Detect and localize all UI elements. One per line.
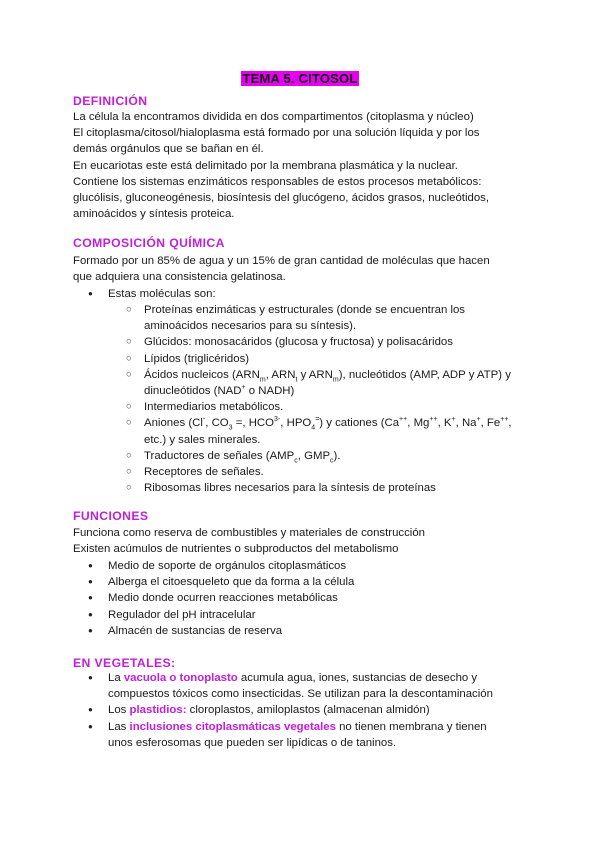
heading-definicion: DEFINICIÓN [73,94,148,108]
list-item-proteinas: ○ Proteínas enzimáticas y estructurales (donde se encuentran los aminoácidos necesarios para su síntesis). [144,302,539,334]
heading-composicion: COMPOSICIÓN QUÍMICA [73,236,225,250]
definicion-text [73,109,533,222]
list-item-inclusiones: ● Las inclusiones citoplasmáticas vegetales no tienen membrana y tienen unos esferosomas que pueden ser lipídicas o de taninos. [108,719,538,751]
text-line: Contiene los sistemas enzimáticos responsables de estos procesos metabólicos: [73,175,482,188]
text-line: demás orgánulos que se bañan en él. [73,143,264,156]
text-line: glucólisis, gluconeogénesis, biosíntesis del glucógeno, ácidos grasos, nucleótidos, [73,192,490,205]
funciones-text [73,525,533,557]
list-item: ● Medio donde ocurren reacciones metabólicas [108,590,538,606]
text-line: En eucariotas este está delimitado por la membrana plasmática y la nuclear. [73,159,458,172]
molecules-list [144,302,539,496]
text-line: La célula la encontramos dividida en dos compartimentos (citoplasma y núcleo) [73,111,474,123]
highlight-term: inclusiones citoplasmáticas vegetales [129,720,336,733]
text-line: Formado por un 85% de agua y un 15% de gran cantidad de moléculas que hacen [73,255,490,267]
highlight-term: plastidios: [129,704,187,717]
text-line: Funciona como reserva de combustibles y materiales de construcción [73,527,426,539]
composicion-text [73,253,533,285]
list-item: ● Medio de soporte de orgánulos citoplasmáticos [108,558,538,574]
funciones-bullets [108,558,538,639]
list-item-aniones-cationes: ○ Aniones (Cl-, $CO_3$ =, $HCO^{3-}$, $HPO_4^=$) y cationes (Ca++, Mg++, K+, Na+, Fe++, etc.) y sales minerales. [144,415,539,447]
list-item-acidos-nucleicos: ○ Ácidos nucleicos ($ARN_m$, $ARN_t$ y $ARN_m$), nucleótidos (AMP, ADP y ATP) y dinucleótidos (NAD+ o NADH) [144,367,539,399]
text-line: El citoplasma/citosol/hialoplasma está formado por una solución líquida y por los [73,127,480,140]
composicion-bullets [108,286,538,302]
vegetales-bullets [108,670,538,751]
text-line: Existen acúmulos de nutrientes o subproductos del metabolismo [73,543,399,556]
list-item-receptores: ○ Receptores de señales. [144,464,539,480]
list-item: ● Almacén de sustancias de reserva [108,623,538,639]
list-item-vacuola: ● La vacuola o tonoplasto acumula agua, iones, sustancias de desecho y compuestos tóxicos como insecticidas. Se utilizan para la descontaminación [108,670,538,702]
list-item: ● Estas moléculas son: [108,286,538,302]
list-item-intermediarios: ○ Intermediarios metabólicos. [144,399,539,415]
list-item: ● Alberga el citoesqueleto que da forma a la célula [108,574,538,590]
list-item-glucidos: ○ Glúcidos: monosacáridos (glucosa y fructosa) y polisacáridos [144,334,539,350]
heading-vegetales: EN VEGETALES: [73,656,176,670]
list-item-traductores: ○ Traductores de señales ($AMP_c$, $GMP_c$). [144,448,539,464]
text-line: que adquiera una consistencia gelatinosa. [73,271,286,284]
list-item-ribosomas: ○ Ribosomas libres necesarios para la síntesis de proteínas [144,480,539,496]
list-item-plastidios: ● Los plastidios: cloroplastos, amiloplastos (almacenan almidón) [108,702,538,718]
list-item-lipidos: ○ Lípidos (triglicéridos) [144,351,539,367]
text-line: aminoácidos y síntesis proteica. [73,208,235,221]
highlight-term: vacuola o tonoplasto [123,672,238,684]
heading-funciones: FUNCIONES [73,509,149,523]
list-item: ● Regulador del pH intracelular [108,607,538,623]
page-title [0,70,600,87]
page-title-text: TEMA 5. CITOSOL [242,71,358,86]
